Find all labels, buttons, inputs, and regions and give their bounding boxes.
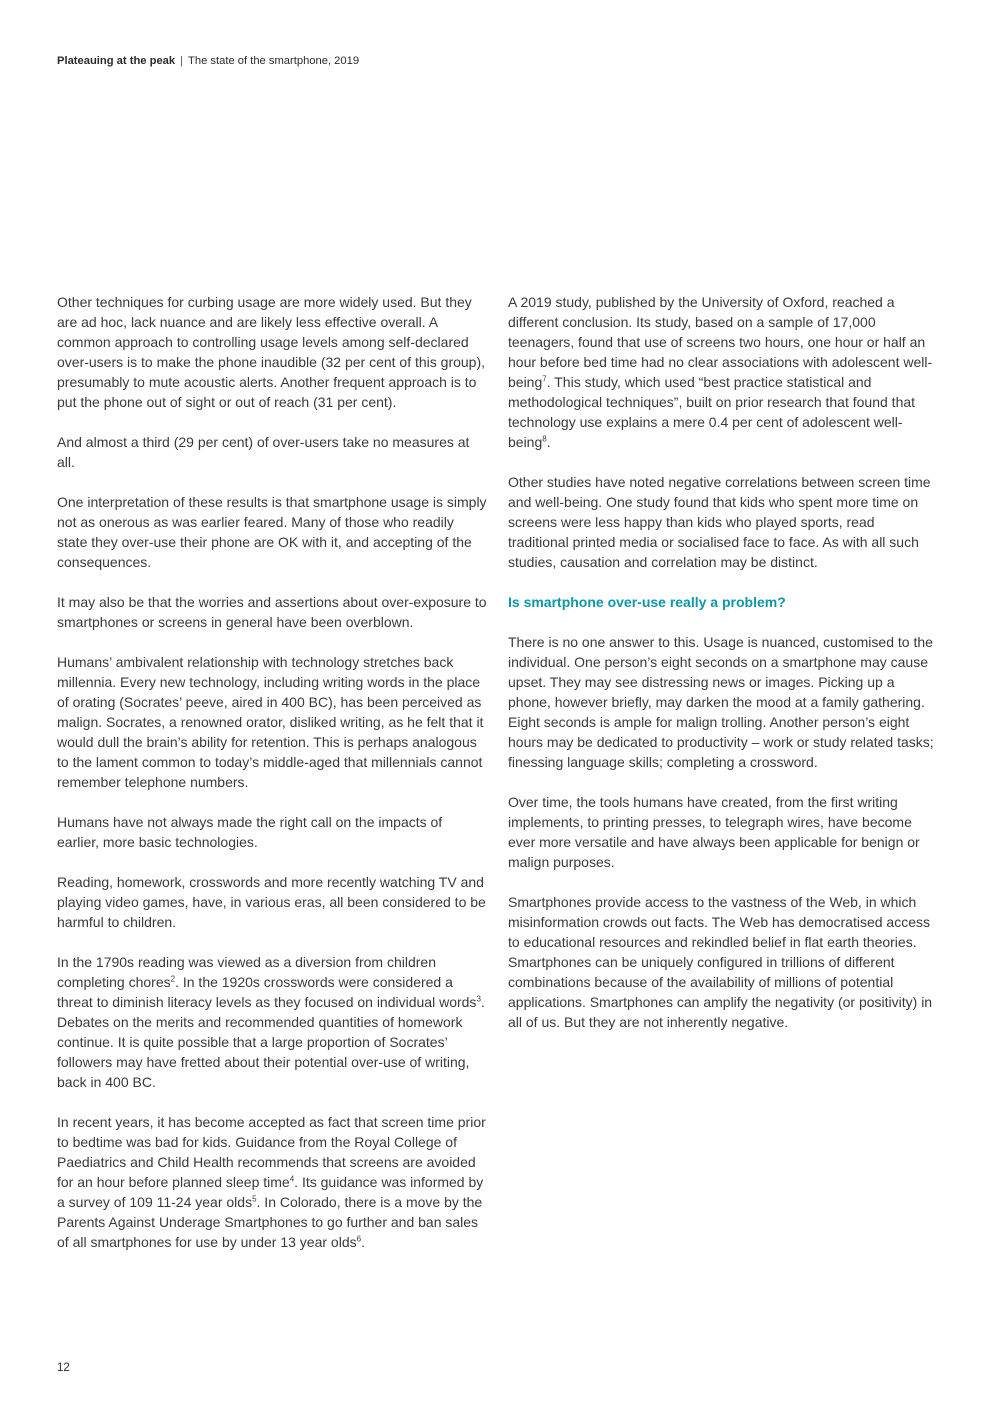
page-number: 12 xyxy=(57,1362,70,1374)
text-run: In recent years, it has become accepted as fact that screen time prior to bedtime was bad for kids. Guidance from the Royal College of Paediatrics and Child Health recommends that screens are avoided for an hour before planned sleep time xyxy=(57,1114,486,1190)
running-header xyxy=(57,54,359,68)
paragraph: Over time, the tools humans have created, from the first writing implements, to printing presses, to telegraph wires, have become ever more versatile and have always been applicable for benign or malign purposes. xyxy=(508,794,920,870)
header-separator: | xyxy=(180,55,184,67)
section-subheading: Is smartphone over-use really a problem? xyxy=(508,594,786,610)
text-run: . In the 1920s crosswords were considered a threat to diminish literacy levels as they focused on individual words xyxy=(57,974,477,1010)
paragraph: And almost a third (29 per cent) of over-users take no measures at all. xyxy=(57,434,470,470)
paragraph xyxy=(57,1112,487,1252)
text-run: . This study, which used “best practice statistical and methodological techniques”, built on prior research that found that technology use explains a mere 0.4 per cent of adolescent well-being xyxy=(508,374,916,450)
footnote-ref: 4 xyxy=(289,1174,295,1184)
text-run: . In Colorado, there is a move by the Parents Against Underage Smartphones to go further and ban sales of all smartphones for use by under 13 year olds xyxy=(57,1194,483,1250)
text-run: . Its guidance was informed by a survey of 109 11-24 year olds xyxy=(57,1174,484,1210)
paragraph: Smartphones provide access to the vastness of the Web, in which misinformation crowds out facts. The Web has democratised access to educational resources and rekindled belief in flat earth theories. Smartphones can be uniquely configured in trillions of different combinations because of the availability of millions of potential applications. Smartphones can amplify the negativity (or positivity) in all of us. But they are not inherently negative. xyxy=(508,894,933,1030)
paragraph xyxy=(508,292,938,452)
paragraph xyxy=(57,952,487,1092)
footnote-ref: 6 xyxy=(356,1234,362,1244)
header-subtitle: The state of the smartphone, 2019 xyxy=(188,55,360,67)
paragraph: Reading, homework, crosswords and more recently watching TV and playing video games, have, in various eras, all been considered to be harmful to children. xyxy=(57,874,486,930)
footnote-ref: 3 xyxy=(476,994,481,1004)
text-run: . Debates on the merits and recommended quantities of homework continue. It is quite possible that a large proportion of Socrates’ followers may have fretted about their potential over-use of writing, back in 400 BC. xyxy=(57,994,485,1090)
text-run: . xyxy=(361,1234,365,1250)
right-column xyxy=(508,292,938,1032)
paragraph: There is no one answer to this. Usage is nuanced, customised to the individual. One person’s eight seconds on a smartphone may cause upset. They may see distressing news or images. Picking up a phone, however briefly, may darken the mood at a family gathering. Eight seconds is ample for malign trolling. Another person’s eight hours may be dedicated to productivity – work or study related tasks; finessing language skills; completing a crossword. xyxy=(508,634,934,770)
footnote-ref: 5 xyxy=(252,1194,257,1204)
header-title: Plateauing at the peak xyxy=(57,55,176,67)
footnote-ref: 8 xyxy=(542,434,547,444)
paragraph: It may also be that the worries and assertions about over-exposure to smartphones or screens in general have been overblown. xyxy=(57,594,487,630)
text-run: . xyxy=(546,434,551,450)
paragraph: One interpretation of these results is that smartphone usage is simply not as onerous as was earlier feared. Many of those who readily state they over-use their phone are OK with it, and accepting of the consequences. xyxy=(57,494,487,570)
paragraph: Humans’ ambivalent relationship with technology stretches back millennia. Every new technology, including writing words in the place of orating (Socrates’ peeve, aired in 400 BC), has been perceived as malign. Socrates, a renowned orator, disliked writing, as he felt that it would dull the brain’s ability for retention. This is perhaps analogous to the lament common to today’s middle-aged that millennials cannot remember telephone numbers. xyxy=(57,654,484,790)
text-run: A 2019 study, published by the University of Oxford, reached a different conclusion. Its study, based on a sample of 17,000 teenagers, found that use of screens two hours, one hour or half an hour before bed time had no clear associations with adolescent well-being xyxy=(508,294,933,390)
paragraph: Humans have not always made the right call on the impacts of earlier, more basic technologies. xyxy=(57,814,443,850)
left-column xyxy=(57,292,487,1252)
paragraph: Other studies have noted negative correlations between screen time and well-being. One study found that kids who spent more time on screens were less happy than kids who played sports, read traditional printed media or socialised face to face. As with all such studies, causation and correlation may be distinct. xyxy=(508,474,931,570)
text-run: In the 1790s reading was viewed as a diversion from children completing chores xyxy=(57,954,436,990)
footnote-ref: 2 xyxy=(170,974,176,984)
paragraph: Other techniques for curbing usage are more widely used. But they are ad hoc, lack nuance and are likely less effective overall. A common approach to controlling usage levels among self-declared over-users is to make the phone inaudible (32 per cent of this group), presumably to mute acoustic alerts. Another frequent approach is to put the phone out of sight or out of reach (31 per cent). xyxy=(57,294,486,410)
footnote-ref: 7 xyxy=(542,374,547,384)
